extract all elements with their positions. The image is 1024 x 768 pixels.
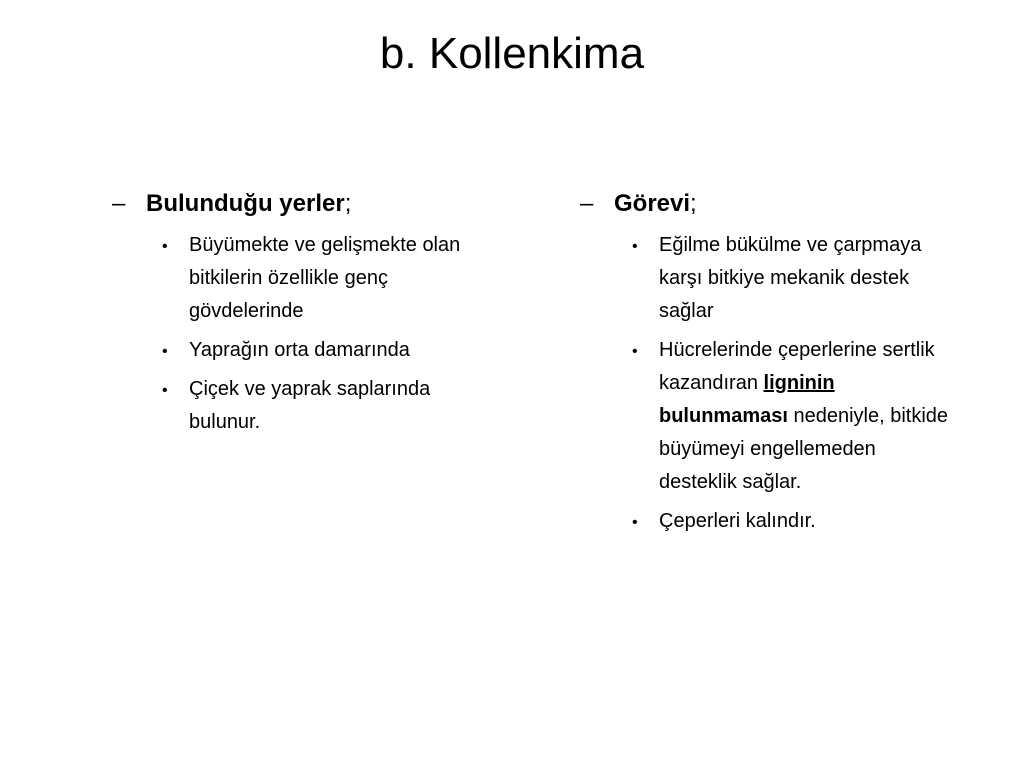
right-bullet-list xyxy=(580,229,980,538)
left-column xyxy=(112,188,512,445)
list-item-text: Eğilme bükülme ve çarpmaya karşı bitkiye mekanik destek sağlar xyxy=(659,234,922,323)
emphasis-underlined: ligninin xyxy=(763,372,835,395)
dash-marker: – xyxy=(580,190,594,217)
right-heading-suffix: ; xyxy=(690,190,697,217)
list-item xyxy=(632,505,980,538)
list-item-text: Çiçek ve yaprak saplarında bulunur. xyxy=(189,378,431,434)
list-item xyxy=(162,373,512,439)
emphasis-bold: bulunmaması xyxy=(659,405,788,428)
bullet-icon: • xyxy=(632,343,638,361)
list-item-text: Büyümekte ve gelişmekte olan bitkilerin özellikle genç gövdelerinde xyxy=(189,234,461,323)
bullet-icon: • xyxy=(632,514,638,532)
list-item-text xyxy=(659,334,959,499)
right-heading xyxy=(580,188,980,219)
left-bullet-list xyxy=(112,229,512,439)
list-item xyxy=(162,334,512,367)
list-item xyxy=(162,229,512,328)
list-item-text-before: Hücrelerinde çeperlerine sertlik kazandıran xyxy=(659,339,935,395)
bullet-icon: • xyxy=(632,238,638,256)
bullet-icon: • xyxy=(162,382,168,400)
right-column xyxy=(580,188,980,544)
list-item-text: Yaprağın orta damarında xyxy=(189,339,410,362)
list-item xyxy=(632,229,980,328)
slide-title: b. Kollenkima xyxy=(379,29,645,78)
list-item-text: Çeperleri kalındır. xyxy=(659,510,816,533)
left-heading-suffix: ; xyxy=(344,190,352,217)
left-heading xyxy=(112,188,512,219)
list-item-text-after: nedeniyle, bitkide büyümeyi engellemeden desteklik sağlar. xyxy=(659,405,949,494)
left-heading-label: Bulunduğu yerler xyxy=(146,190,345,217)
dash-marker: – xyxy=(112,190,126,217)
bullet-icon: • xyxy=(162,343,168,361)
bullet-icon: • xyxy=(162,238,168,256)
list-item xyxy=(632,334,980,499)
right-heading-label: Görevi xyxy=(614,190,691,217)
